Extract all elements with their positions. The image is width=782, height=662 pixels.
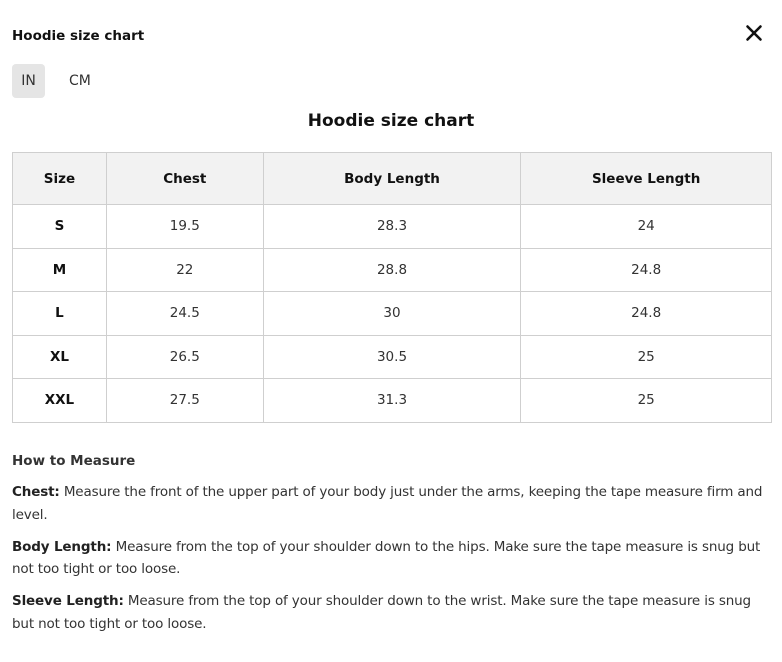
size-cell: S — [13, 205, 107, 249]
size-table — [12, 152, 772, 423]
sleeve-length-cell: 25 — [521, 335, 772, 379]
table-row — [13, 379, 772, 423]
measure-text: Measure from the top of your shoulder down to the wrist. Make sure the tape measure is snug but not too tight or too loose. — [12, 593, 751, 632]
size-cell: M — [13, 248, 107, 292]
measure-text: Measure the front of the upper part of your body just under the arms, keeping the tape measure firm and level. — [12, 484, 763, 523]
size-cell: XXL — [13, 379, 107, 423]
table-row — [13, 335, 772, 379]
body-length-cell: 30.5 — [263, 335, 521, 379]
body-length-cell: 28.8 — [263, 248, 521, 292]
sleeve-length-cell: 24 — [521, 205, 772, 249]
column-header-chest: Chest — [106, 153, 263, 205]
column-header-body-length: Body Length — [263, 153, 521, 205]
size-cell: L — [13, 292, 107, 336]
table-row — [13, 292, 772, 336]
column-header-sleeve-length: Sleeve Length — [521, 153, 772, 205]
body-length-cell: 31.3 — [263, 379, 521, 423]
close-icon — [743, 22, 765, 44]
measure-term: Chest: — [12, 484, 60, 500]
chest-cell: 27.5 — [106, 379, 263, 423]
size-cell: XL — [13, 335, 107, 379]
table-row — [13, 248, 772, 292]
chest-cell: 22 — [106, 248, 263, 292]
measure-text: Measure from the top of your shoulder down to the hips. Make sure the tape measure is snug but not too tight or too loose. — [12, 538, 761, 577]
modal-title: Hoodie size chart — [12, 28, 145, 44]
column-header-size: Size — [13, 153, 107, 205]
measure-instruction-chest — [12, 481, 774, 526]
chart-title: Hoodie size chart — [307, 111, 475, 131]
sleeve-length-cell: 24.8 — [521, 248, 772, 292]
measure-instruction-sleeve-length — [12, 590, 774, 635]
sleeve-length-cell: 24.8 — [521, 292, 772, 336]
body-length-cell: 30 — [263, 292, 521, 336]
measure-term: Sleeve Length: — [12, 593, 124, 609]
measure-instruction-body-length — [12, 536, 774, 581]
chest-cell: 26.5 — [106, 335, 263, 379]
table-row — [13, 205, 772, 249]
body-length-cell: 28.3 — [263, 205, 521, 249]
measure-term: Body Length: — [12, 538, 112, 555]
how-to-measure-heading: How to Measure — [12, 453, 136, 469]
chest-cell: 24.5 — [106, 292, 263, 336]
close-button[interactable] — [743, 22, 765, 44]
unit-tab-cm[interactable]: CM — [69, 73, 91, 89]
unit-tab-in[interactable]: IN — [12, 64, 45, 98]
how-to-measure-section — [12, 453, 774, 645]
table-header-row — [13, 153, 772, 205]
unit-toggle — [12, 64, 101, 98]
chest-cell: 19.5 — [106, 205, 263, 249]
sleeve-length-cell: 25 — [521, 379, 772, 423]
